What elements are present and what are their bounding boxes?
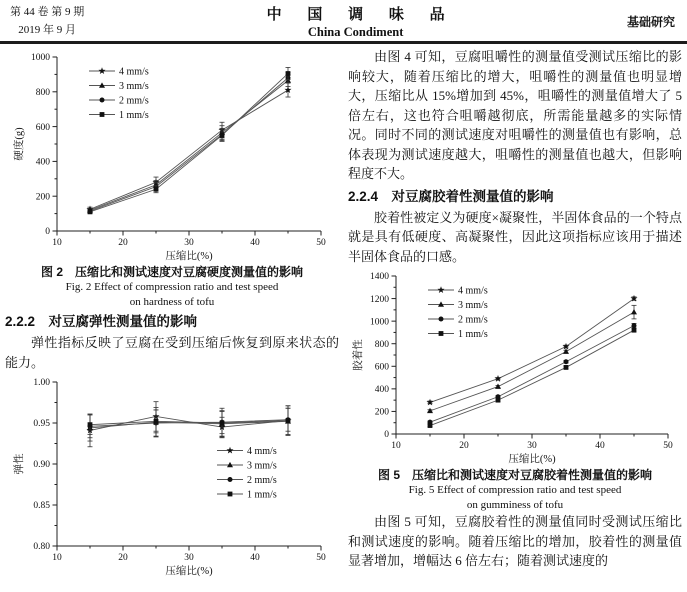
svg-text:0.90: 0.90 [33, 460, 50, 471]
figure5-caption-en-line2: on gumminess of tofu [466, 498, 564, 511]
svg-text:20: 20 [118, 553, 128, 563]
svg-text:压缩比(%): 压缩比(%) [508, 454, 556, 465]
section-2-2-2-heading: 2.2.2 对豆腐弹性测量值的影响 [5, 314, 198, 329]
svg-text:1.00: 1.00 [33, 378, 50, 389]
two-column-body [0, 44, 687, 578]
svg-text:40: 40 [250, 238, 260, 248]
svg-text:400: 400 [374, 385, 389, 396]
svg-text:1000: 1000 [370, 317, 389, 328]
svg-text:20: 20 [459, 441, 469, 451]
svg-text:30: 30 [527, 441, 537, 451]
svg-text:胶着性: 胶着性 [353, 339, 364, 371]
svg-text:1 mm/s: 1 mm/s [458, 328, 488, 340]
gumminess-paragraph: 由图 5 可知，豆腐胶着性的测量值同时受测试压缩比和测试速度的影响。随着压缩比的增加，胶着性的测量值显著增加，增幅达 6 倍左右；随着测试速度的 [348, 514, 682, 568]
svg-text:3 mm/s: 3 mm/s [119, 80, 149, 92]
svg-text:0.85: 0.85 [33, 501, 50, 512]
svg-text:40: 40 [250, 553, 260, 563]
figure2-hardness-chart [11, 49, 333, 263]
svg-text:10: 10 [52, 238, 62, 248]
left-column [5, 47, 339, 578]
volume-line1: 第 44 卷 第 9 期 [10, 6, 85, 19]
figure5-gumminess-chart [350, 268, 680, 466]
page-header [0, 0, 687, 44]
svg-text:硬度(g): 硬度(g) [14, 127, 25, 161]
volume-issue [10, 4, 84, 38]
svg-text:2 mm/s: 2 mm/s [458, 314, 488, 326]
right-column [348, 47, 682, 578]
figure5-container [348, 268, 682, 466]
svg-text:400: 400 [35, 157, 50, 168]
svg-text:4 mm/s: 4 mm/s [247, 445, 277, 457]
section-2-2-4-paragraph: 胶着性被定义为硬度×凝聚性，半固体食品的一个特点就是具有低硬度、高凝聚性，因此这项指标应该用于描述半固体食品的口感。 [348, 209, 682, 264]
figure5-caption-en-line1: Fig. 5 Effect of compression ratio and test speed [408, 484, 622, 496]
chewiness-paragraph: 由图 4 可知，豆腐咀嚼性的测量值受测试压缩比的影响较大，随着压缩比的增大，咀嚼性的测量值也明显增大，压缩比从 15%增加到 45%，咀嚼性的测量值增大了 5 倍左右，这也符合咀嚼越彻底，所需能量越多的实际情况。同时不同的测试速度对咀嚼性的测量值也有影响，总体表现为测试速度越大，咀嚼性的测量值也越大，但影响程度不大。 [348, 49, 682, 181]
svg-text:3 mm/s: 3 mm/s [458, 299, 488, 311]
journal-title-en: China Condiment [307, 25, 404, 39]
svg-text:0: 0 [384, 430, 389, 441]
svg-text:30: 30 [184, 553, 194, 563]
section-2-2-2-paragraph: 弹性指标反映了豆腐在受到压缩后恢复到原来状态的能力。 [5, 335, 339, 370]
svg-text:1000: 1000 [31, 53, 50, 64]
svg-text:4 mm/s: 4 mm/s [119, 66, 149, 78]
svg-text:50: 50 [663, 441, 673, 451]
journal-title [256, 3, 456, 40]
svg-text:30: 30 [184, 238, 194, 248]
svg-text:3 mm/s: 3 mm/s [247, 460, 277, 472]
svg-text:600: 600 [35, 122, 50, 133]
journal-title-zh: 中 国 调 味 品 [266, 7, 456, 23]
svg-text:弹性: 弹性 [14, 453, 25, 475]
figure2-container [5, 49, 339, 263]
svg-text:2 mm/s: 2 mm/s [247, 474, 277, 486]
svg-text:0: 0 [45, 227, 50, 238]
volume-line2: 2019 年 9 月 [18, 23, 76, 36]
figure2-caption-en-line2: on hardness of tofu [129, 295, 215, 308]
svg-text:800: 800 [374, 339, 389, 350]
svg-text:50: 50 [316, 238, 326, 248]
figure2-caption-zh: 图 2 压缩比和测试速度对豆腐硬度测量值的影响 [40, 265, 303, 279]
svg-text:1 mm/s: 1 mm/s [119, 109, 149, 121]
figure3-container [5, 374, 339, 578]
svg-text:20: 20 [118, 238, 128, 248]
svg-text:2 mm/s: 2 mm/s [119, 95, 149, 107]
svg-text:1200: 1200 [370, 294, 389, 305]
svg-text:800: 800 [35, 88, 50, 98]
svg-text:600: 600 [374, 362, 389, 373]
svg-text:0.95: 0.95 [33, 419, 50, 430]
figure5-caption-zh: 图 5 压缩比和测试速度对豆腐胶着性测量值的影响 [377, 468, 652, 482]
svg-text:0.80: 0.80 [33, 542, 50, 553]
svg-text:压缩比(%): 压缩比(%) [165, 251, 213, 262]
svg-text:200: 200 [35, 192, 50, 203]
svg-text:50: 50 [316, 553, 326, 563]
svg-text:40: 40 [595, 441, 605, 451]
svg-text:10: 10 [52, 553, 62, 563]
column-section-label: 基础研究 [626, 15, 675, 29]
svg-text:10: 10 [391, 441, 401, 451]
svg-text:1 mm/s: 1 mm/s [247, 489, 277, 501]
section-2-2-4-heading: 2.2.4 对豆腐胶着性测量值的影响 [348, 188, 554, 204]
svg-text:1400: 1400 [370, 272, 389, 283]
figure3-springiness-chart [11, 374, 333, 578]
figure2-caption-en-line1: Fig. 2 Effect of compression ratio and test speed [65, 281, 279, 293]
svg-text:压缩比(%): 压缩比(%) [165, 566, 213, 577]
svg-text:4 mm/s: 4 mm/s [458, 285, 488, 297]
svg-text:200: 200 [374, 407, 389, 418]
